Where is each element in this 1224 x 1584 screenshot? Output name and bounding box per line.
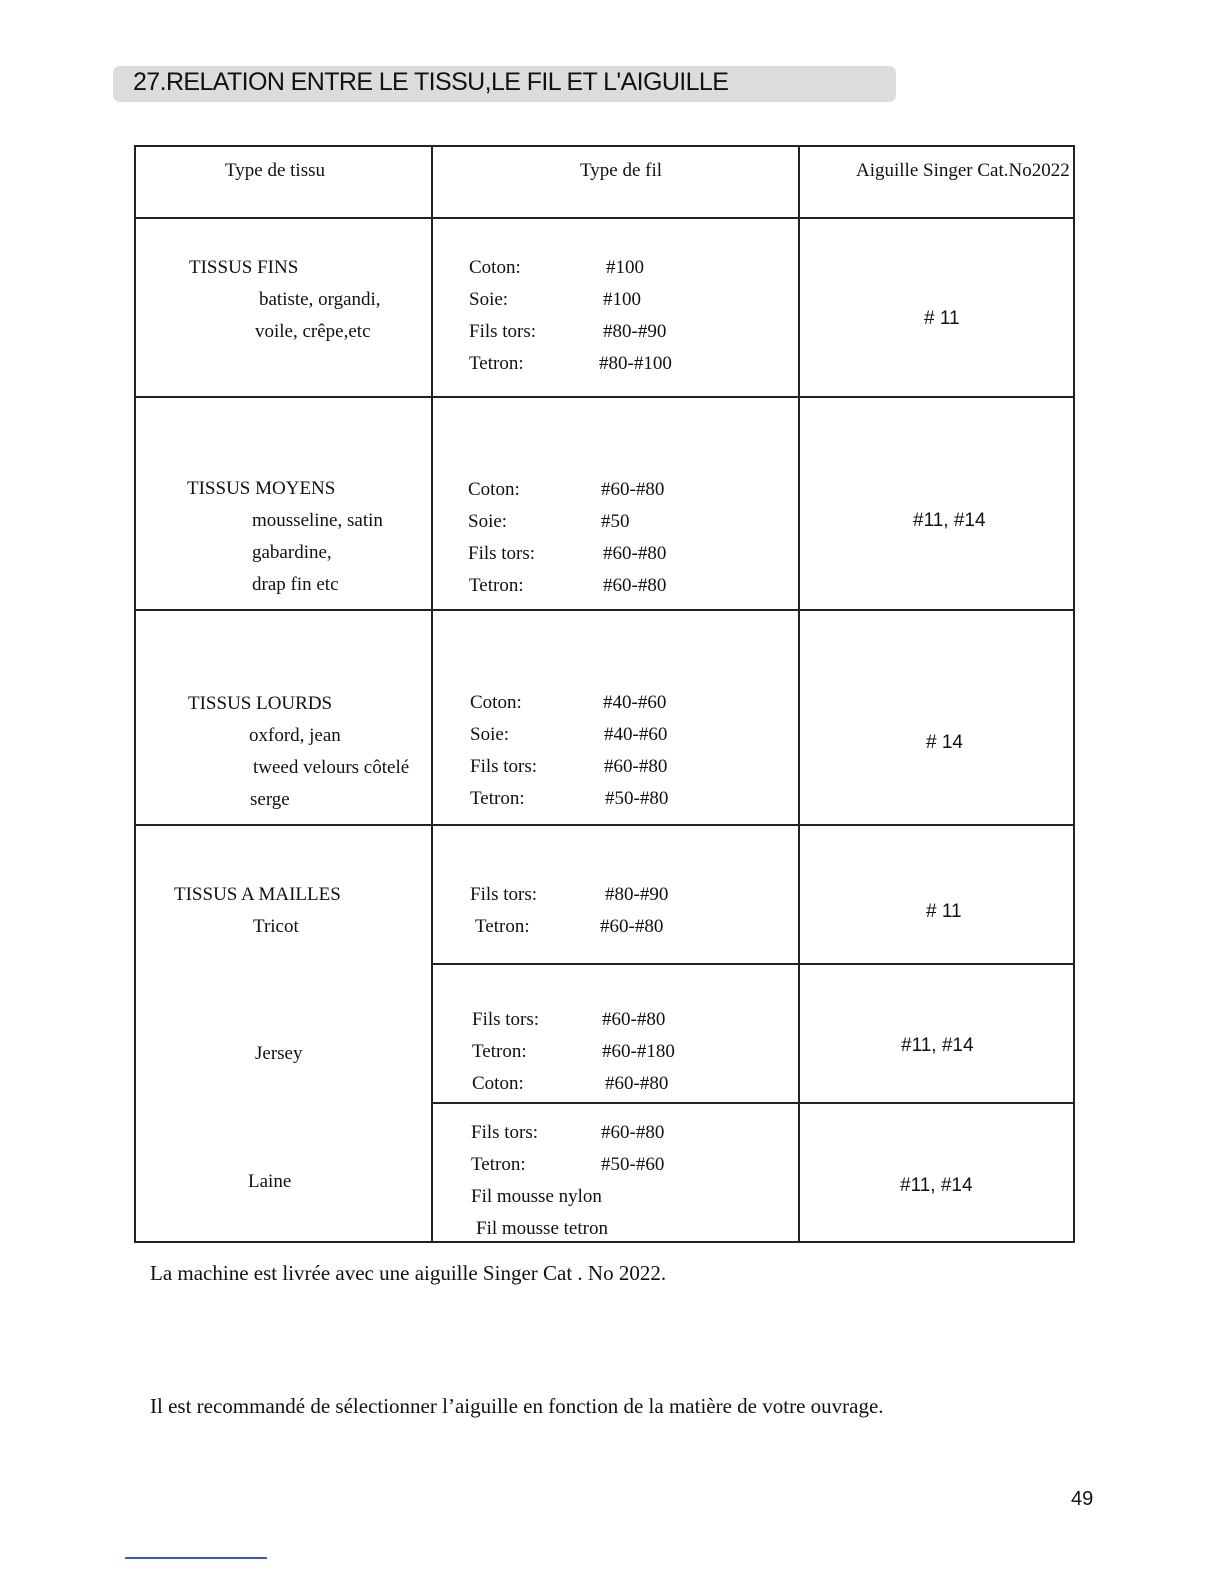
fabric-title: TISSUS LOURDS	[188, 693, 333, 714]
fabric-examples: gabardine,	[252, 542, 332, 563]
thread-name: Tetron:	[470, 788, 525, 809]
thread-size: #60-#80	[601, 479, 665, 500]
thread-name: Fils tors:	[470, 884, 538, 905]
table-border-right	[1073, 145, 1075, 1243]
fabric-title: TISSUS A MAILLES	[174, 884, 341, 905]
needle-size: #11, #14	[900, 1175, 973, 1196]
header-needle: Aiguille Singer Cat.No2022	[856, 160, 1070, 181]
thread-name: Tetron:	[475, 916, 530, 937]
row-divider	[134, 217, 1075, 219]
note-recommendation: Il est recommandé de sélectionner l’aiguille en fonction de la matière de votre ouvrage.	[150, 1394, 884, 1418]
fabric-examples: mousseline, satin	[252, 510, 383, 531]
thread-size: #50-#60	[601, 1154, 665, 1175]
column-divider	[431, 145, 433, 1243]
fabric-examples: voile, crêpe,etc	[255, 321, 371, 342]
row-divider	[134, 824, 1075, 826]
thread-size: #60-#80	[603, 575, 667, 596]
thread-name: Fils tors:	[472, 1009, 540, 1030]
thread-name: Soie:	[469, 289, 509, 310]
fabric-examples: serge	[250, 789, 290, 810]
header-fabric-type: Type de tissu	[225, 160, 325, 181]
section-title-bar	[113, 66, 896, 102]
fabric-examples: Laine	[248, 1171, 292, 1192]
thread-size: #60-#180	[602, 1041, 675, 1062]
thread-name: Fils tors:	[470, 756, 538, 777]
thread-name: Tetron:	[471, 1154, 526, 1175]
thread-name: Fil mousse tetron	[476, 1218, 608, 1239]
needle-size: #11, #14	[913, 510, 986, 531]
thread-size: #60-#80	[605, 1073, 669, 1094]
thread-size: #40-#60	[603, 692, 667, 713]
thread-size: #80-#90	[605, 884, 669, 905]
fabric-examples: Tricot	[253, 916, 299, 937]
thread-size: #60-#80	[600, 916, 664, 937]
table-border-bottom	[134, 1241, 1075, 1243]
fabric-examples: oxford, jean	[249, 725, 341, 746]
thread-name: Coton:	[470, 692, 522, 713]
fabric-title: TISSUS MOYENS	[187, 478, 336, 499]
thread-name: Coton:	[469, 257, 521, 278]
thread-name: Fils tors:	[471, 1122, 539, 1143]
thread-size: #80-#100	[599, 353, 672, 374]
row-divider	[134, 396, 1075, 398]
thread-size: #60-#80	[601, 1122, 665, 1143]
needle-size: # 11	[924, 308, 960, 329]
thread-name: Coton:	[468, 479, 520, 500]
thread-needle-table	[134, 145, 1075, 1243]
thread-size: #60-#80	[602, 1009, 666, 1030]
note-supplied-needle: La machine est livrée avec une aiguille Singer Cat . No 2022.	[150, 1261, 667, 1285]
thread-name: Tetron:	[472, 1041, 527, 1062]
thread-size: #60-#80	[604, 756, 668, 777]
fabric-title: TISSUS FINS	[189, 257, 299, 278]
thread-name: Fils tors:	[469, 321, 537, 342]
fabric-examples: drap fin etc	[252, 574, 339, 595]
row-divider	[431, 1102, 1075, 1104]
thread-name: Soie:	[468, 511, 508, 532]
thread-name: Soie:	[470, 724, 510, 745]
table-border-left	[134, 145, 136, 1243]
table-border-top	[134, 145, 1075, 147]
thread-size: #80-#90	[603, 321, 667, 342]
fabric-examples: tweed velours côtelé	[253, 757, 410, 778]
thread-name: Coton:	[472, 1073, 524, 1094]
page-number: 49	[1071, 1488, 1094, 1510]
column-divider	[798, 145, 800, 1243]
needle-size: # 11	[926, 901, 962, 922]
needle-size: #11, #14	[901, 1035, 974, 1056]
row-divider	[431, 963, 1075, 965]
section-title: 27.RELATION ENTRE LE TISSU,LE FIL ET L'AIGUILLE	[133, 68, 729, 96]
fabric-examples: Jersey	[255, 1043, 303, 1064]
thread-size: #50	[601, 511, 630, 532]
needle-size: # 14	[926, 732, 963, 753]
row-divider	[134, 609, 1075, 611]
thread-size: #100	[606, 257, 644, 278]
thread-name: Tetron:	[469, 575, 524, 596]
thread-name: Fils tors:	[468, 543, 536, 564]
thread-name: Fil mousse nylon	[471, 1186, 602, 1207]
thread-size: #100	[603, 289, 641, 310]
thread-size: #40-#60	[604, 724, 668, 745]
thread-size: #60-#80	[603, 543, 667, 564]
thread-name: Tetron:	[469, 353, 524, 374]
thread-size: #50-#80	[605, 788, 669, 809]
header-thread-type: Type de fil	[580, 160, 663, 181]
footer-rule	[125, 1557, 267, 1559]
fabric-examples: batiste, organdi,	[259, 289, 381, 310]
